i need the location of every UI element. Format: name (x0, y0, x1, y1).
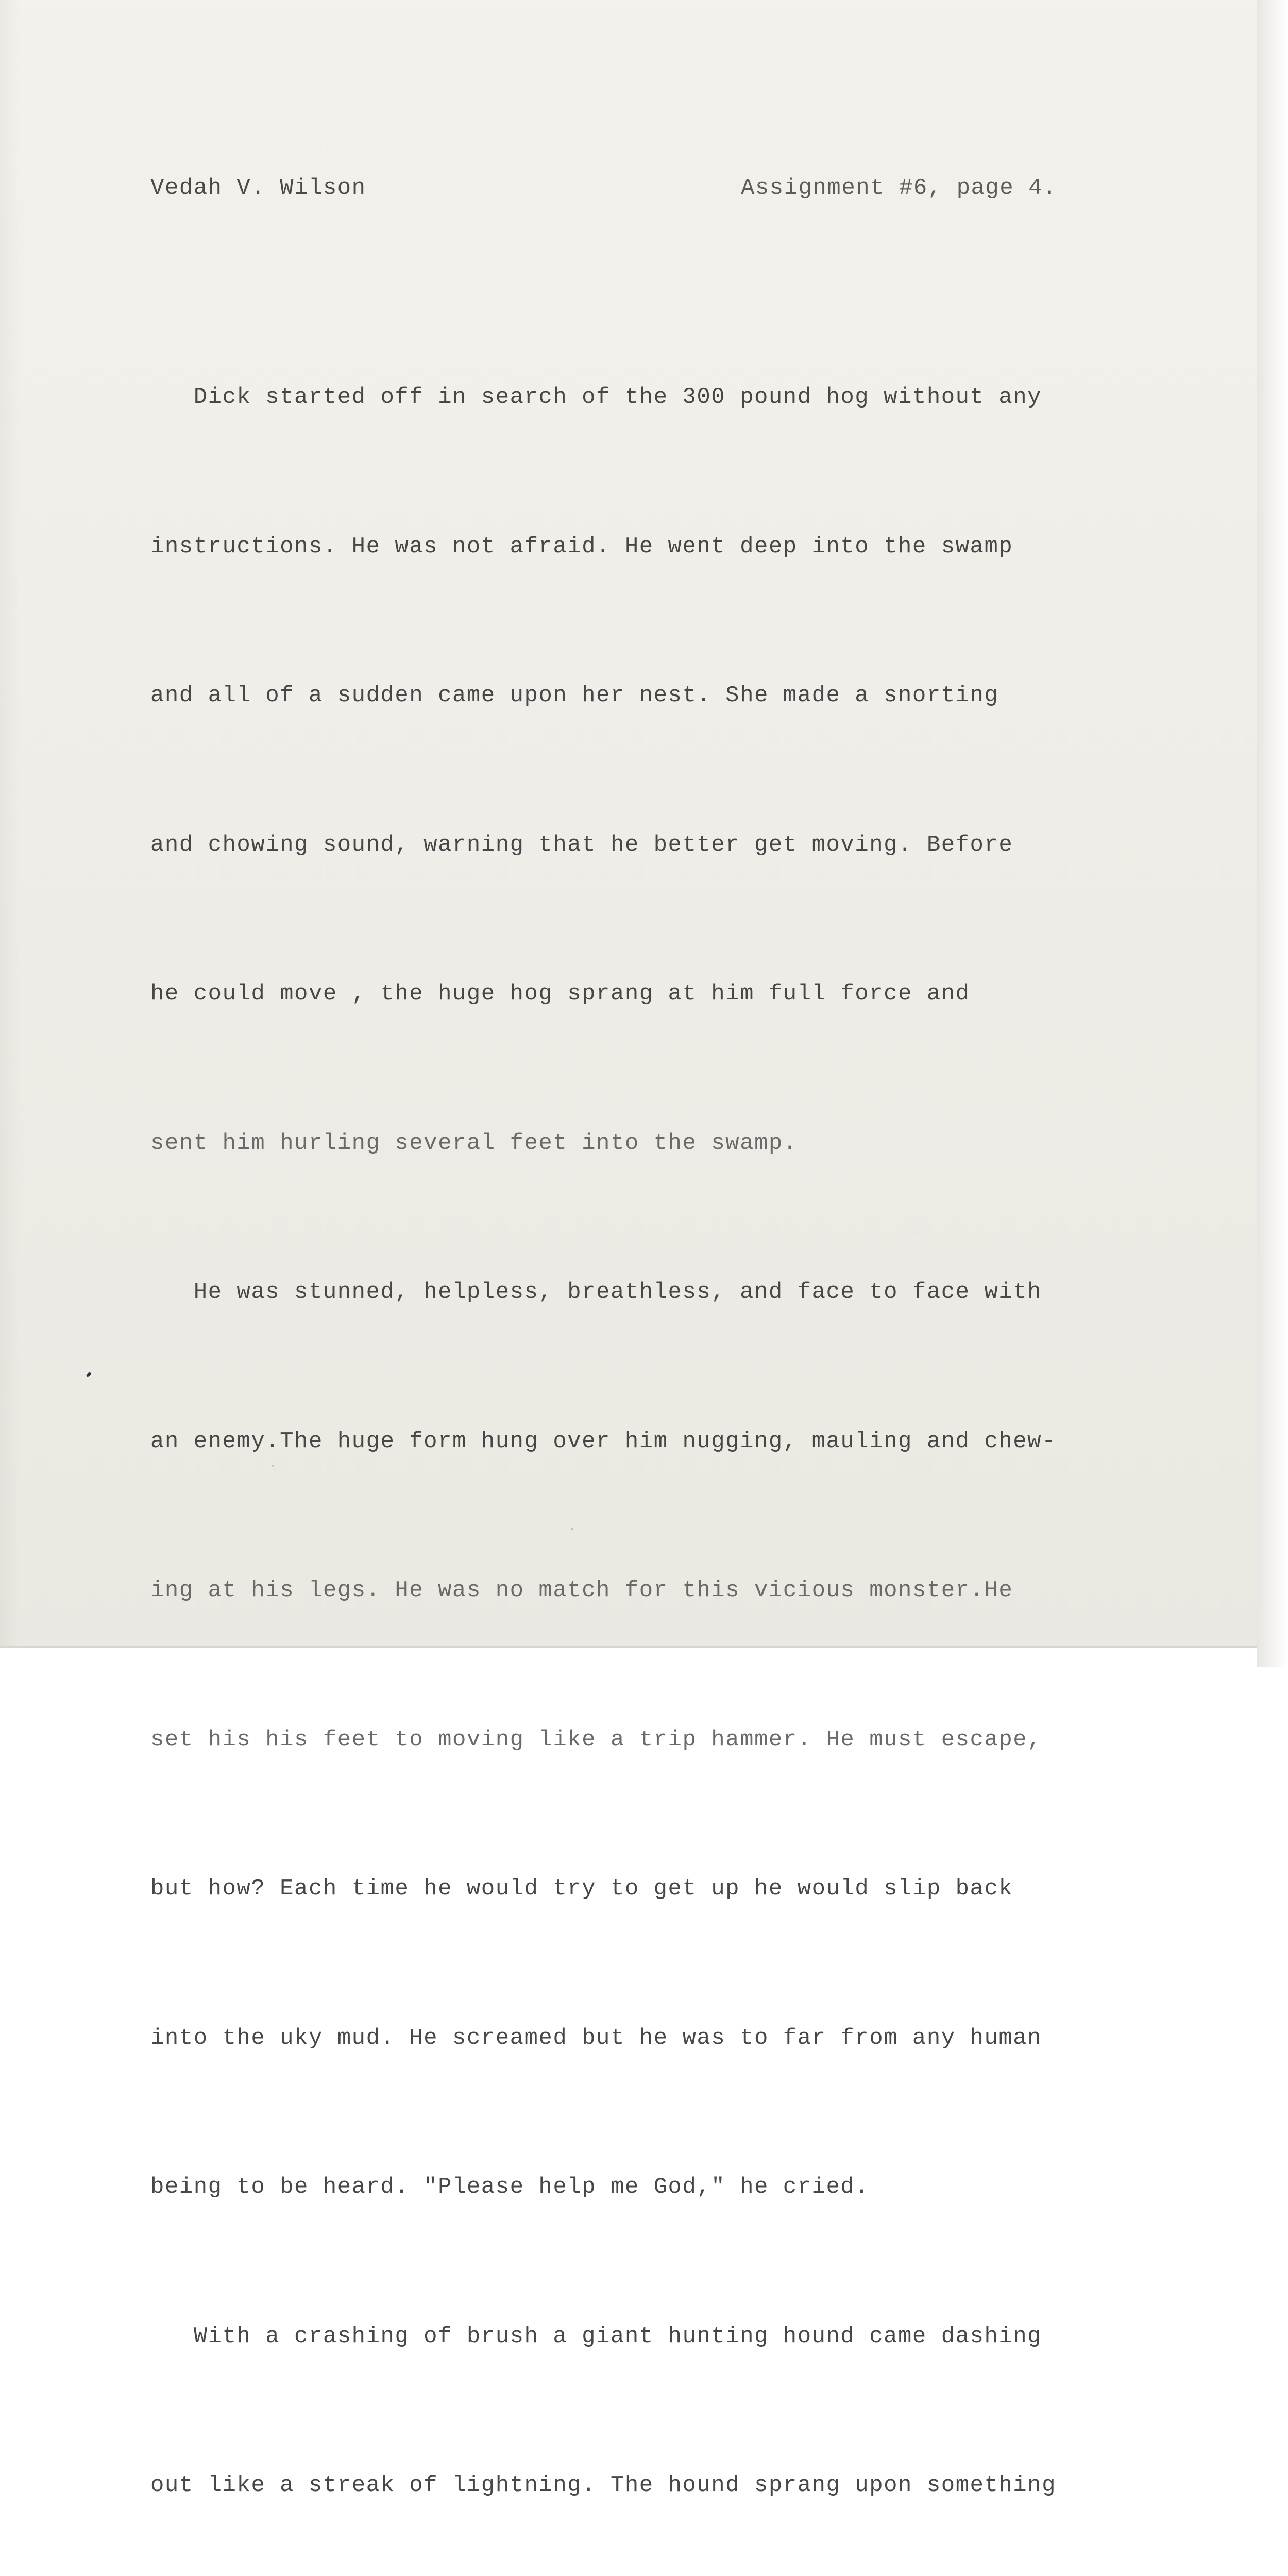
text-line: set his his feet to moving like a trip hammer. He must escape, (150, 1726, 1042, 1753)
text-line: With a crashing of brush a giant hunting hound came dashing (150, 2323, 1042, 2349)
text-line: into the uky mud. He screamed but he was to far from any human (150, 2025, 1042, 2051)
text-line: He was stunned, helpless, breathless, and face to face with (150, 1279, 1042, 1305)
ink-speck (86, 1371, 92, 1377)
scan-margin (1257, 0, 1288, 1667)
text-line: instructions. He was not afraid. He went deep into the swamp (150, 533, 1013, 560)
story-body (150, 273, 1099, 2576)
text-line: Dick started off in search of the 300 pound hog without any (150, 384, 1042, 410)
text-line: being to be heard. "Please help me God," he cried. (150, 2174, 870, 2200)
text-line: and all of a sudden came upon her nest. She made a snorting (150, 683, 999, 708)
text-line: and chowing sound, warning that he better get moving. Before (150, 832, 1013, 858)
text-line: out like a streak of lightning. The hound sprang upon something (150, 2472, 1056, 2498)
assignment-label: Assignment #6, page 4. (741, 175, 1057, 201)
text-line: but how? Each time he would try to get up he would slip back (150, 1876, 1013, 1902)
text-line: ing at his legs. He was no match for this vicious monster.He (150, 1578, 1013, 1603)
text-line: an enemy.The huge form hung over him nugging, mauling and chew- (150, 1428, 1056, 1454)
text-line: sent him hurling several feet into the swamp. (150, 1130, 798, 1156)
author-name: Vedah V. Wilson (150, 175, 366, 201)
text-line: he could move , the huge hog sprang at him full force and (150, 981, 970, 1007)
